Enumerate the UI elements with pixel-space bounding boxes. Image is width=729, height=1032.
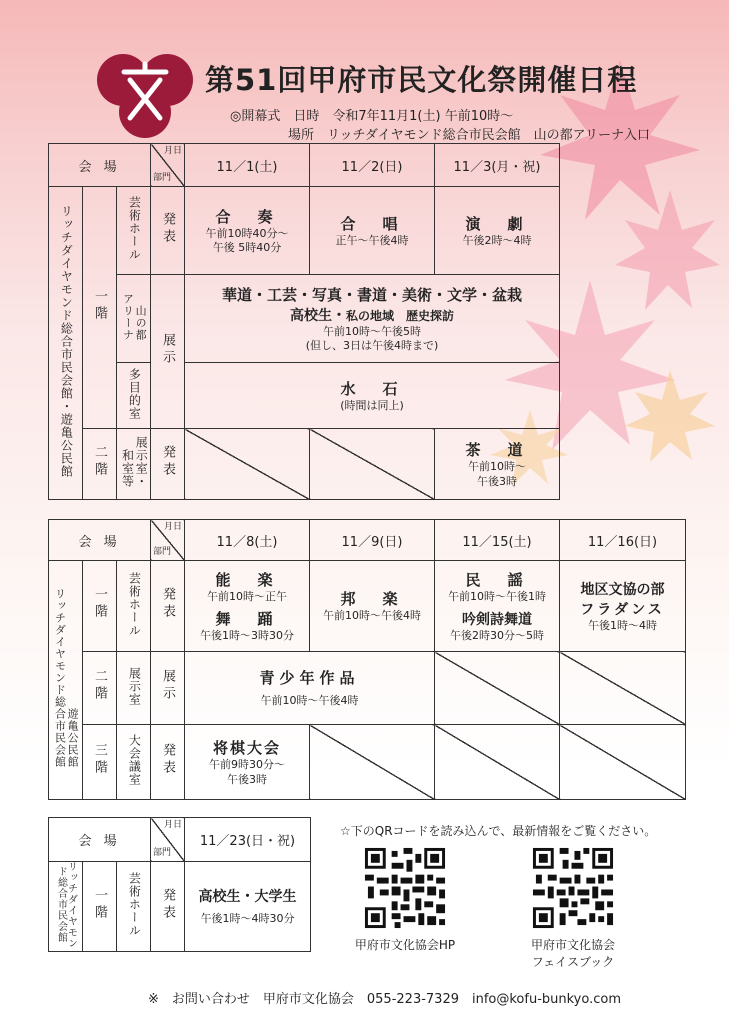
opening-ceremony-place: 場所 リッチダイヤモンド総合市民会館 山の都アリーナ入口 <box>288 128 651 143</box>
header-venue: 会 場 <box>49 520 151 561</box>
empty-cell <box>435 725 560 800</box>
qr-caption-hp: 甲府市文化協会HP <box>354 938 456 952</box>
division-happyo: 発表 <box>151 187 185 275</box>
date-1: 11／1(土) <box>185 144 310 187</box>
event-sado: 茶 道 午前10時～ 午後3時 <box>435 429 560 500</box>
header-date-division <box>151 818 185 862</box>
date-2: 11／2(日) <box>310 144 435 187</box>
qr-code-facebook[interactable] <box>530 845 616 931</box>
qr-note: ☆下のQRコードを読み込んで、最新情報をご覧ください。 <box>340 824 657 838</box>
floor-2: 二階 <box>83 429 117 500</box>
empty-cell <box>310 429 435 500</box>
header-division: 部門 <box>153 173 172 183</box>
event-shogi: 将棋大会 午前9時30分～ 午後3時 <box>185 725 310 800</box>
event-chiku-bunkyo: 地区文協の部 フラダンス 午後1時～4時 <box>560 561 686 652</box>
floor-1: 一階 <box>83 862 117 952</box>
floor-1: 一階 <box>83 561 117 652</box>
room-geijutsu-hall: 芸術ホール <box>117 862 151 952</box>
event-kokosei-daigakusei: 高校生・大学生 午後1時～4時30分 <box>185 862 311 952</box>
date-2: 11／9(日) <box>310 520 435 561</box>
room-tenji: 展示室 <box>117 652 151 725</box>
event-seishonen: 青少年作品 午前10時～午後4時 <box>185 652 435 725</box>
empty-cell <box>435 652 560 725</box>
room-geijutsu-hall: 芸術ホール <box>117 187 151 275</box>
empty-cell <box>560 652 686 725</box>
header-date-division <box>151 144 185 187</box>
division-tenji: 展示 <box>151 275 185 429</box>
header-date-division <box>151 520 185 561</box>
division-happyo-2: 発表 <box>151 429 185 500</box>
division-happyo: 発表 <box>151 561 185 652</box>
room-tamokuteki: 多目的室 <box>117 363 151 429</box>
venue-main: リッチダイヤモンド総合市民会館・遊亀公民館 <box>49 187 83 500</box>
date-1: 11／23(日・祝) <box>185 818 311 862</box>
header-date: 月日 <box>164 522 183 532</box>
floor-3: 三階 <box>83 725 117 800</box>
division-happyo-2: 発表 <box>151 725 185 800</box>
header-venue: 会 場 <box>49 818 151 862</box>
floor-1: 一階 <box>83 187 117 429</box>
header-division: 部門 <box>153 547 172 557</box>
empty-cell <box>310 725 435 800</box>
empty-cell <box>560 725 686 800</box>
division-happyo: 発表 <box>151 862 185 952</box>
date-3: 11／15(土) <box>435 520 560 561</box>
date-3: 11／3(月・祝) <box>435 144 560 187</box>
header-date: 月日 <box>164 820 183 830</box>
venue-main: リッチダイヤモンド総合市民会館 <box>49 862 83 952</box>
header-division: 部門 <box>153 848 172 858</box>
event-exhibition: 華道・工芸・写真・書道・美術・文学・盆栽 高校生・私の地域 歴史探訪 午前10時～午後5時 (但し、3日は午後4時まで) <box>185 275 560 363</box>
event-gassho: 合 唱 正午～午後4時 <box>310 187 435 275</box>
event-nogaku-buyo: 能 楽 午前10時～正午 舞 踊 午後1時～3時30分 <box>185 561 310 652</box>
empty-cell <box>185 429 310 500</box>
event-suiseki: 水 石 (時間は同上) <box>185 363 560 429</box>
opening-ceremony-date: ◎開幕式 日時 令和7年11月1(土) 午前10時～ <box>230 109 514 124</box>
floor-2: 二階 <box>83 652 117 725</box>
schedule-table-1 <box>48 143 560 500</box>
room-tenji-washitsu: 和室等展示室・ <box>117 429 151 500</box>
qr-caption-facebook: 甲府市文化協会 フェイスブック <box>530 938 615 969</box>
room-arena: アリーナ山の都 <box>117 275 151 363</box>
event-gasso: 合 奏 午前10時40分～ 午後 5時40分 <box>185 187 310 275</box>
venue-main: リッチダイヤモンド総合市民会館遊亀公民館 <box>49 561 83 800</box>
date-4: 11／16(日) <box>560 520 686 561</box>
date-1: 11／8(土) <box>185 520 310 561</box>
room-taikai: 大会議室 <box>117 725 151 800</box>
event-minyo-ginken: 民 謡 午前10時～午後1時 吟剣詩舞道 午後2時30分～5時 <box>435 561 560 652</box>
contact-footer: ※ お問い合わせ 甲府市文化協会 055-223-7329 info@kofu-bunkyo.com <box>148 992 622 1007</box>
event-engeki: 演 劇 午後2時～4時 <box>435 187 560 275</box>
page-title: 第51回甲府市民文化祭開催日程 <box>205 63 638 97</box>
event-hogaku: 邦 楽 午前10時～午後4時 <box>310 561 435 652</box>
room-geijutsu-hall: 芸術ホール <box>117 561 151 652</box>
qr-code-hp[interactable] <box>362 845 448 931</box>
header-venue: 会 場 <box>49 144 151 187</box>
kofu-culture-logo <box>96 50 194 138</box>
division-tenji: 展示 <box>151 652 185 725</box>
header-date: 月日 <box>164 146 183 156</box>
schedule-table-2 <box>48 519 686 800</box>
schedule-table-3 <box>48 817 311 952</box>
